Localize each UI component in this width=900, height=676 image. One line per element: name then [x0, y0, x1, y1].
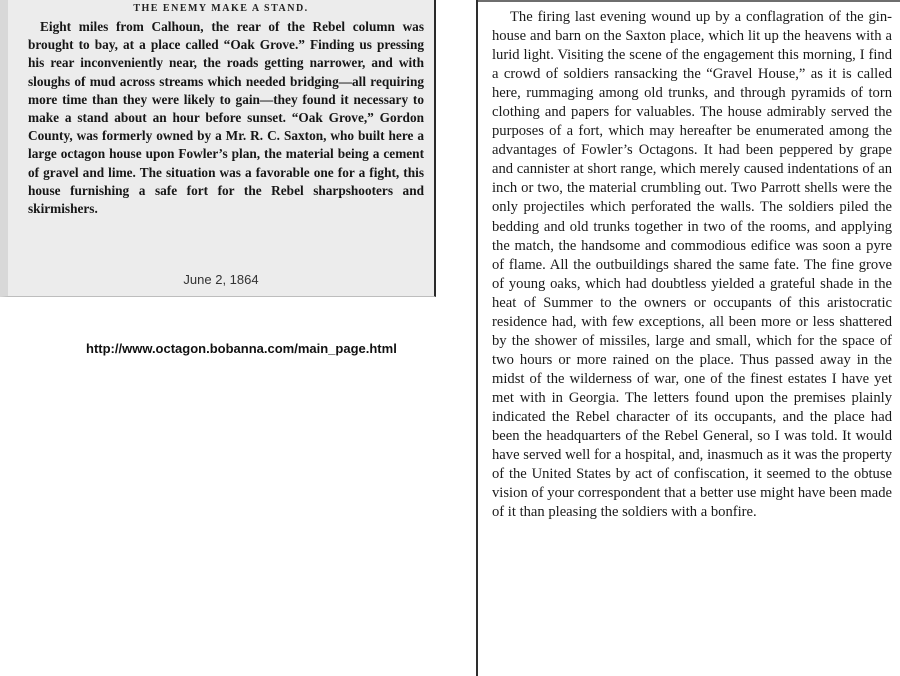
clipping-date: June 2, 1864: [183, 272, 259, 287]
newspaper-clipping-left: [0, 0, 436, 297]
clipping-top-rule: [478, 0, 900, 2]
source-url: http://www.octagon.bobanna.com/main_page.html: [86, 341, 397, 356]
clipping-headline: THE ENEMY MAKE A STAND.: [133, 3, 309, 14]
clipping-body-text: Eight miles from Calhoun, the rear of the Rebel column was brought to bay, at a place called “Oak Grove.” Finding us pressing his rear inconveniently near, the roads getting narrower, and with sloughs of mud across streams which needed bridging—all requiring more time than they were likely to gain—they found it necessary to make a stand about an hour before sunset. “Oak Grove,” Gordon County, was formerly owned by a Mr. R. C. Saxton, who built here a large octagon house upon Fowler’s plan, the material being a cement of gravel and lime. The situation was a favorable one for a fight, this house furnishing a safe fort for the Rebel sharpshooters and skirmishers.: [28, 19, 424, 217]
clipping-body-text: The firing last evening wound up by a conflagration of the gin-house and barn on the Saxton place, which lit up the heavens with a lurid light. Visiting the scene of the engagement this morning, I find a crowd of soldiers ransacking the “Gravel House,” as it is called here, rummaging among old trunks, and through pyramids of torn clothing and papers for valuables. The house admirably served the purposes of a fort, which may hereafter be enumerated among the advantages of Fowler’s Octagons. It had been peppered by grape and cannister at short range, which merely caused indentations of an inch or two, the material crumbling out. Two Parrott shells were the only projectiles which perforated the walls. The soldiers piled the bedding and old trunks together in two of the rooms, and applying the match, the handsome and commodious edifice was soon a pyre of flame. All the outbuildings shared the same fate. The fine grove of young oaks, which had doubtless yielded a grateful shade in the heat of Summer to the owners or occupants of this aristocratic residence had, with few exceptions, all been more or less shattered by the shower of missiles, large and small, which for the space of two hours or more rained on the place. Thus passed away in the midst of the wilderness of war, one of the finest estates I have yet met with in Georgia. The letters found upon the premises plainly indicated the Rebel character of its occupants, and the place had been the headquarters of the Rebel General, so I was told. It would have served well for a hospital, and, inasmuch as it was the property of the United States by act of confiscation, it seemed to the obtuse vision of your correspondent that a better use might have been made of it than pleasing the soldiers with a bonfire.: [492, 9, 892, 521]
newspaper-clipping-right: [476, 0, 900, 676]
